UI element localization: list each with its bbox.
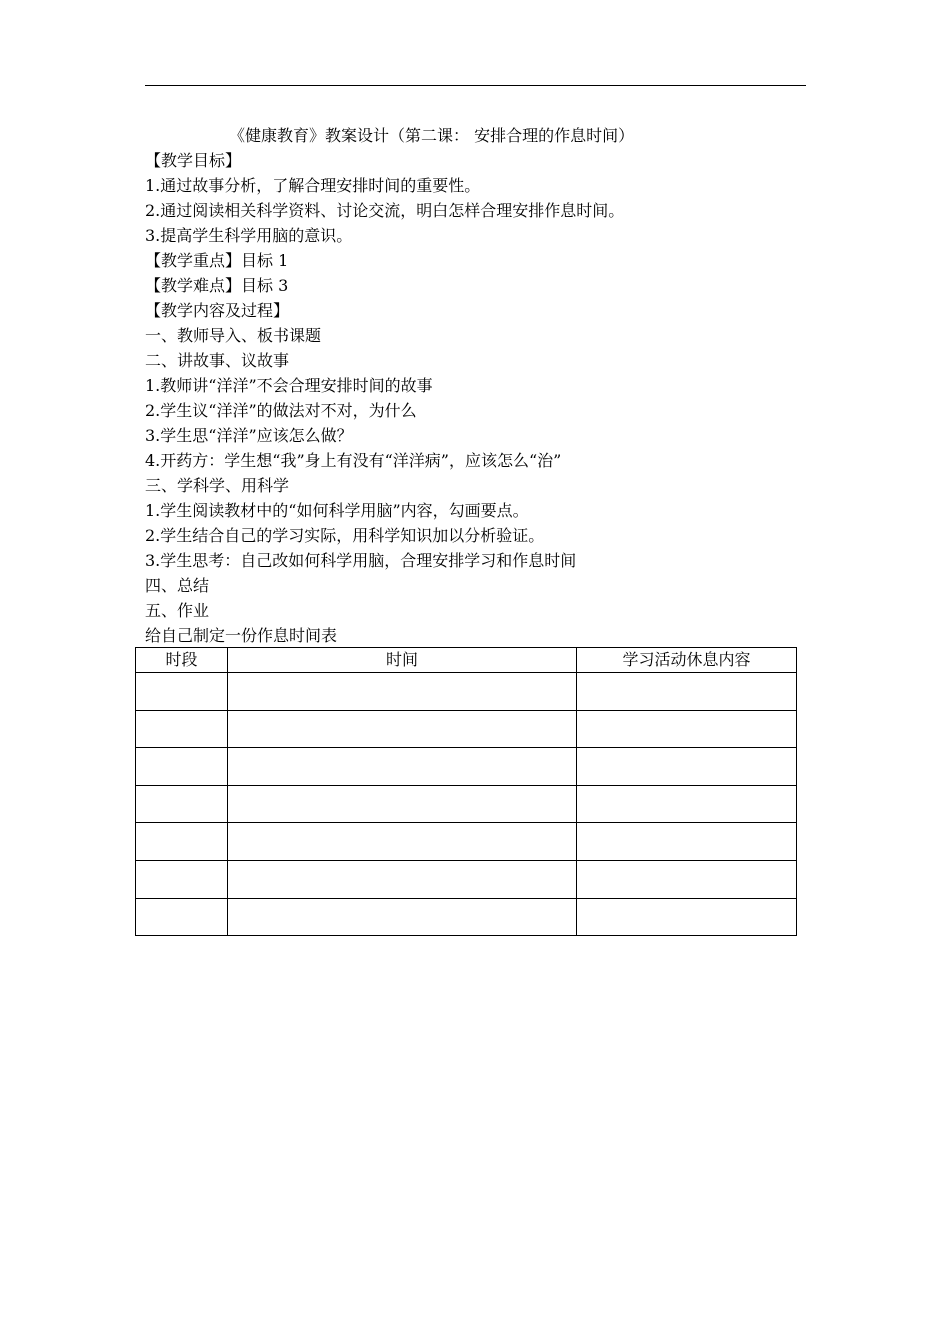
step-2-heading: 二、讲故事、议故事	[145, 351, 290, 370]
table-body	[136, 673, 797, 936]
table-row	[136, 748, 797, 786]
table-cell	[577, 823, 797, 861]
table-cell	[136, 673, 228, 711]
table-header-row	[136, 648, 797, 673]
table-cell	[577, 710, 797, 748]
step-4-heading: 四、总结	[145, 576, 210, 595]
header-activity: 学习活动休息内容	[577, 648, 797, 673]
step-5-heading: 五、作业	[145, 601, 210, 620]
step-2-item-1: 1.教师讲“洋洋”不会合理安排时间的故事	[145, 376, 433, 395]
table-row	[136, 823, 797, 861]
difficult-point: 【教学难点】目标 3	[145, 276, 289, 295]
schedule-table	[135, 647, 797, 936]
table-cell	[228, 823, 577, 861]
table-row	[136, 785, 797, 823]
step-2-item-3: 3.学生思“洋洋”应该怎么做？	[145, 426, 353, 445]
table-cell	[136, 823, 228, 861]
step-2-item-4: 4.开药方：学生想“我”身上有没有“洋洋病”，应该怎么“治”	[145, 451, 562, 470]
table-cell	[577, 748, 797, 786]
table-cell	[577, 785, 797, 823]
header-period: 时段	[136, 648, 228, 673]
table-cell	[577, 860, 797, 898]
document-title: 《健康教育》教案设计（第二课： 安排合理的作息时间）	[229, 126, 635, 145]
step-1-heading: 一、教师导入、板书课题	[145, 326, 322, 345]
homework-text: 给自己制定一份作息时间表	[145, 626, 338, 645]
table-cell	[228, 673, 577, 711]
table-row	[136, 710, 797, 748]
objective-2: 2.通过阅读相关科学资料、讨论交流，明白怎样合理安排作息时间。	[145, 201, 625, 220]
table-cell	[228, 860, 577, 898]
step-3-item-1: 1.学生阅读教材中的“如何科学用脑”内容，勾画要点。	[145, 501, 529, 520]
table-cell	[228, 785, 577, 823]
table-row	[136, 860, 797, 898]
table-cell	[577, 673, 797, 711]
step-2-item-2: 2.学生议“洋洋”的做法对不对，为什么	[145, 401, 417, 420]
step-3-heading: 三、学科学、用科学	[145, 476, 290, 495]
section-heading-process: 【教学内容及过程】	[145, 301, 290, 320]
key-point: 【教学重点】目标 1	[145, 251, 289, 270]
header-rule	[145, 85, 806, 86]
table-cell	[577, 898, 797, 936]
section-heading-objectives: 【教学目标】	[145, 151, 242, 170]
table-cell	[136, 785, 228, 823]
table-cell	[136, 860, 228, 898]
objective-1: 1.通过故事分析，了解合理安排时间的重要性。	[145, 176, 481, 195]
table-cell	[228, 898, 577, 936]
table-cell	[136, 748, 228, 786]
header-time: 时间	[228, 648, 577, 673]
table-cell	[136, 898, 228, 936]
table-row	[136, 673, 797, 711]
step-3-item-3: 3.学生思考：自己改如何科学用脑，合理安排学习和作息时间	[145, 551, 577, 570]
objective-3: 3.提高学生科学用脑的意识。	[145, 226, 353, 245]
table-row	[136, 898, 797, 936]
table-cell	[228, 748, 577, 786]
step-3-item-2: 2.学生结合自己的学习实际，用科学知识加以分析验证。	[145, 526, 545, 545]
document-body	[145, 123, 806, 648]
table-cell	[228, 710, 577, 748]
table-cell	[136, 710, 228, 748]
